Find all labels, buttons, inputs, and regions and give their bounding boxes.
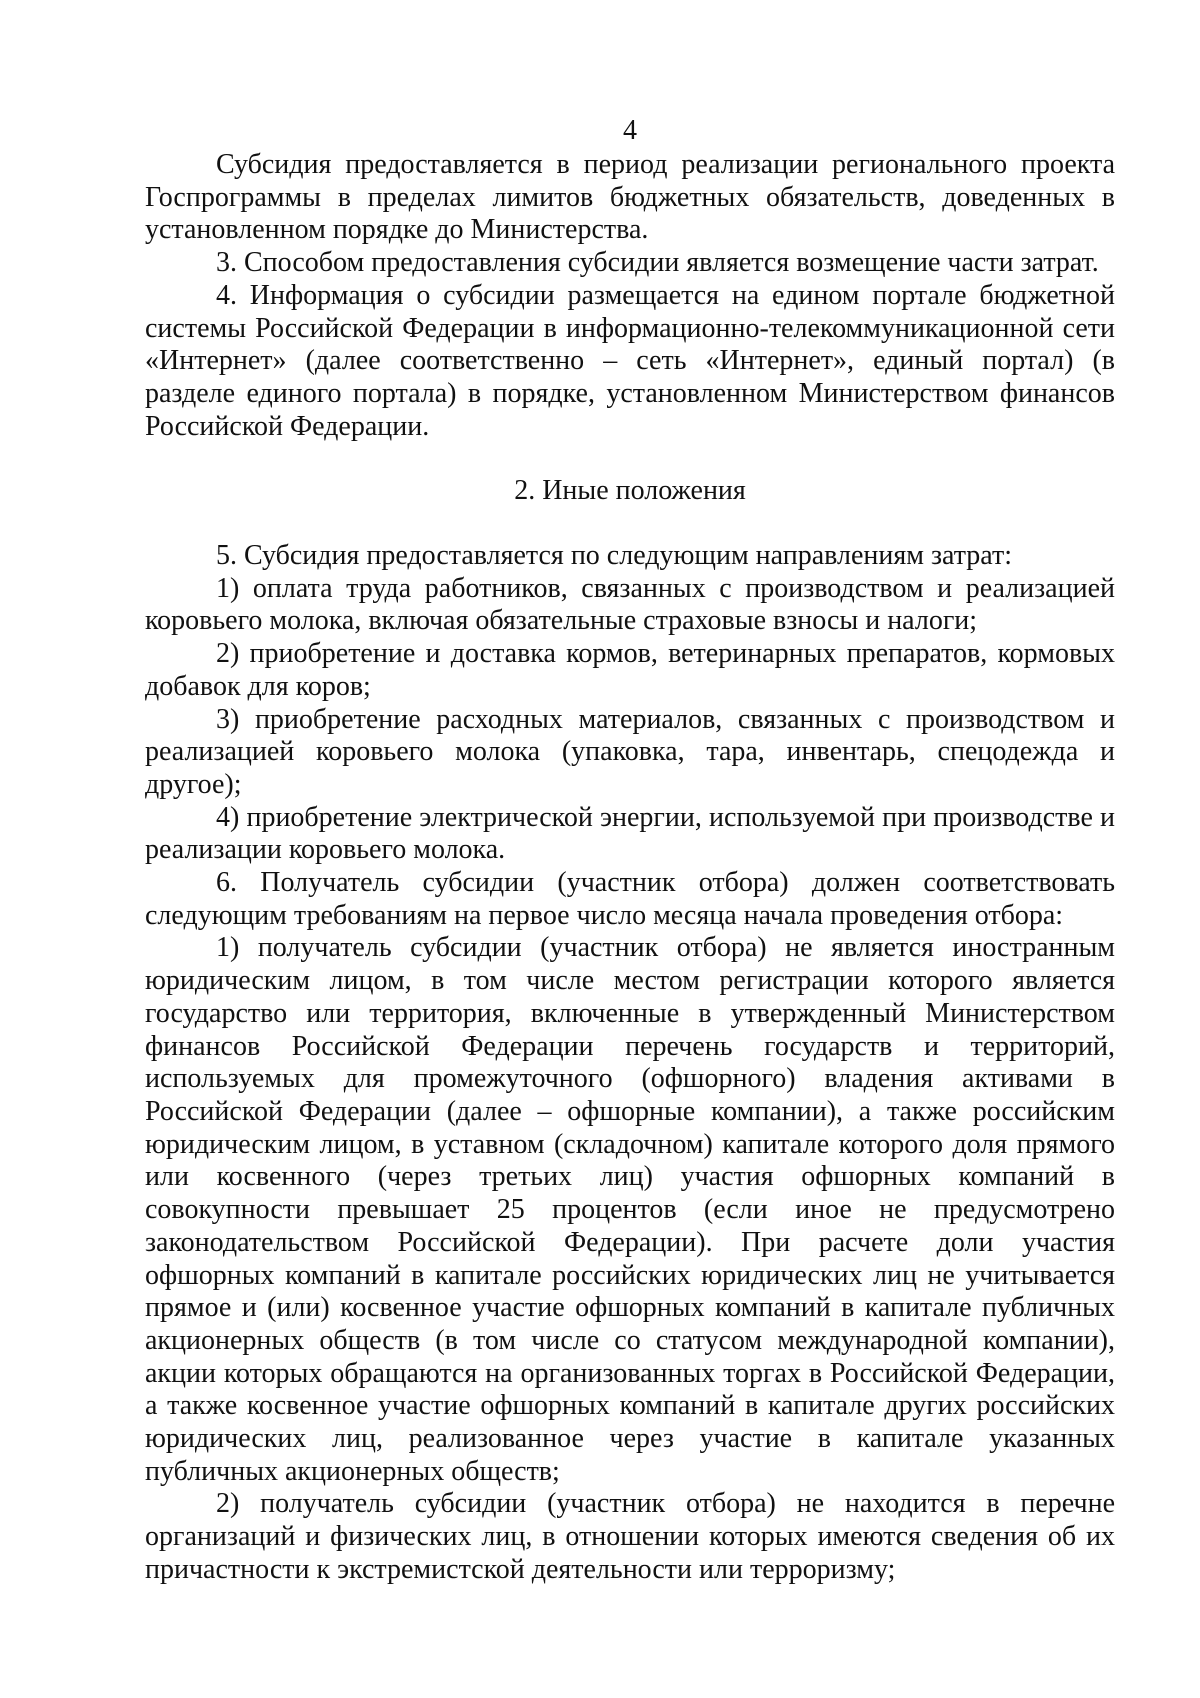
list-item-6-1-offshore: 1) получатель субсидии (участник отбора) не является иностранным юридическим лицом, в том числе местом регистрации которого является государство или территория, включенные в утвержденный Министерством финансов Российской Федерации перечень государств и территорий, используемых для промежуточного (офшорного) владения активами в Российской Федерации (далее – офшорные компании), а также российским юридическим лицом, в уставном (складочном) капитале которого доля прямого или косвенного (через третьих лиц) участия офшорных компаний в совокупности превышает 25 процентов (если иное не предусмотрено законодательством Российской Федерации). При расчете доли участия офшорных компаний в капитале российских юридических лиц не учитывается прямое и (или) косвенное участие офшорных компаний в капитале публичных акционерных обществ (в том числе со статусом международной компании), акции которых обращаются на организованных торгах в Российской Федерации, а также косвенное участие офшорных компаний в капитале других российских юридических лиц, реализованное через участие в капитале указанных публичных акционерных обществ;	[145, 932, 1115, 1487]
list-item-6-2-extremism: 2) получатель субсидии (участник отбора) не находится в перечне организаций и физических лиц, в отношении которых имеются сведения об их причастности к экстремистской деятельности или терроризму;	[145, 1488, 1115, 1585]
paragraph-subsidy-period: Субсидия предоставляется в период реализации регионального проекта Госпрограммы в пределах лимитов бюджетных обязательств, доведенных в установленном порядке до Министерства.	[145, 149, 1115, 246]
document-body	[145, 112, 1115, 1587]
page-number: 4	[623, 115, 637, 146]
spacer	[145, 508, 1115, 540]
paragraph-5-cost-directions: 5. Субсидия предоставляется по следующим направлениям затрат:	[216, 540, 1013, 572]
paragraph-3-provision-method: 3. Способом предоставления субсидии является возмещение части затрат.	[216, 247, 1099, 279]
section-heading: 2. Иные положения	[514, 475, 746, 507]
paragraph-6-requirements: 6. Получатель субсидии (участник отбора) должен соответствовать следующим требованиям на первое число месяца начала проведения отбора:	[145, 867, 1115, 931]
list-item-5-1-labor: 1) оплата труда работников, связанных с производством и реализацией коровьего молока, включая обязательные страховые взносы и налоги;	[145, 572, 1115, 637]
list-item-5-2-feed: 2) приобретение и доставка кормов, ветеринарных препаратов, кормовых добавок для коров;	[145, 638, 1115, 702]
list-item-5-4-energy: 4) приобретение электрической энергии, используемой при производстве и реализации коровьего молока.	[145, 801, 1115, 866]
spacer	[145, 443, 1115, 475]
list-item-5-3-materials: 3) приобретение расходных материалов, связанных с производством и реализацией коровьего молока (упаковка, тара, инвентарь, спецодежда и другое);	[145, 703, 1115, 800]
paragraph-4-portal-info: 4. Информация о субсидии размещается на едином портале бюджетной системы Российской Федерации в информационно-телекоммуникационной сети «Интернет» (далее соответственно – сеть «Интернет», единый портал) (в разделе единого портала) в порядке, установленном Министерством финансов Российской Федерации.	[145, 279, 1115, 442]
